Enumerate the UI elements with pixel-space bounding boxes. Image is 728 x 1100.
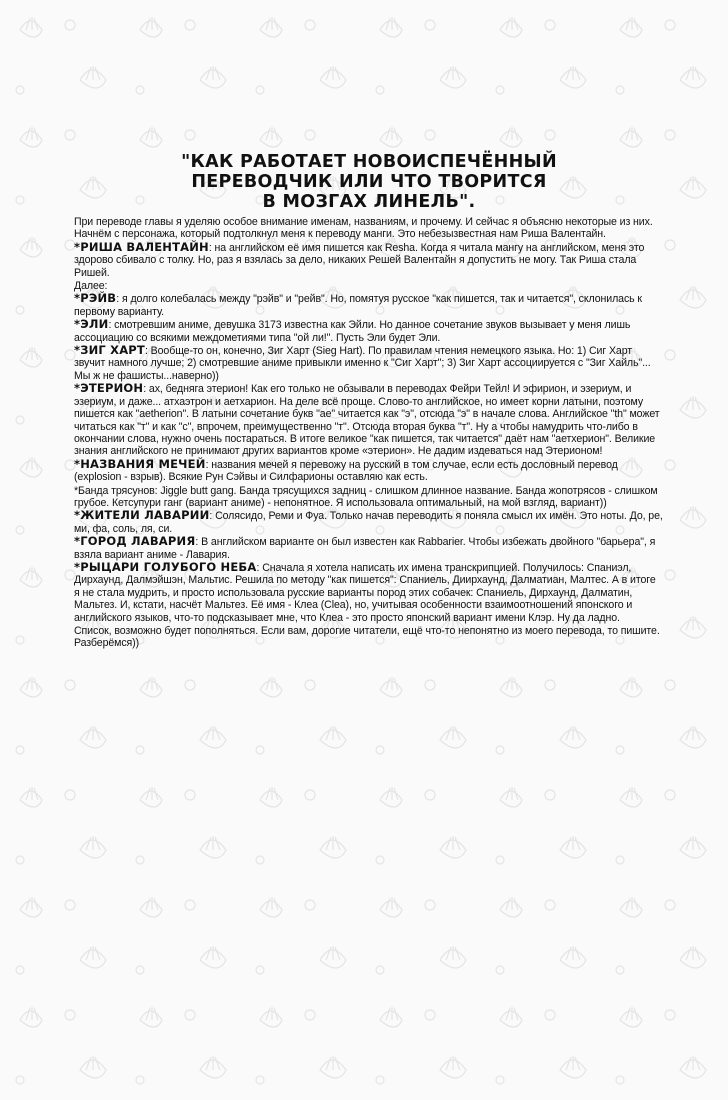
entry-text: : Солясидо, Реми и Фуа. Только начав переводить я поняла смысл их имён. Это ноты. До, ре, ми, фа, соль, ля, си. xyxy=(74,510,663,535)
entry xyxy=(74,535,664,561)
entry-text: : Вообще-то он, конечно, Зиг Харт (Sieg Hart). По правилам чтения немецкого языка. Но: 1) Сиг Харт звучит намного лучше; 2) смотревшие аниме привыкли именно к "Сиг Харт"; 3) Зиг Харт ассоциируется с "Зиг Хайль"... Мы ж не фашисты...наверно)) xyxy=(74,345,651,382)
entry-text: : на английском её имя пишется как Resha. Когда я читала мангу на английском, меня это здорово сбивало с толку. Но, раз я взялась за дело, никаких Решей Валентайн я допустить не могу. Так Риша стала Ришей. xyxy=(74,241,645,279)
entry-term: *ЗИГ ХАРТ xyxy=(74,343,145,358)
title-line: ПЕРЕВОДЧИК ИЛИ ЧТО ТВОРИТСЯ xyxy=(191,172,547,192)
entry-term: *РЫЦАРИ ГОЛУБОГО НЕБА xyxy=(74,559,257,574)
entry xyxy=(74,318,664,344)
entry-text: Список, возможно будет пополняться. Если вам, дорогие читатели, ещё что-то непонятно из моего перевода, то пишите. Разберёмся)) xyxy=(74,625,660,650)
entry-term: *ЭЛИ xyxy=(74,317,109,332)
entry-term: *РИША ВАЛЕНТАЙН xyxy=(74,239,209,254)
entry-term: *НАЗВАНИЯ МЕЧЕЙ xyxy=(74,456,206,471)
entry-term: *ЖИТЕЛИ ЛАВАРИИ xyxy=(74,508,210,523)
entry xyxy=(74,561,664,624)
article-body xyxy=(74,216,664,650)
entry xyxy=(74,292,664,318)
entry-text: Далее: xyxy=(74,280,108,293)
entry xyxy=(74,279,664,292)
article xyxy=(74,152,664,650)
entry xyxy=(74,509,664,535)
entry-text: : я долго колебалась между "рэйв" и "рейв". Но, помятуя русское "как пишется, так и читается", склонилась к первому варианту. xyxy=(74,293,642,318)
entry-text: : Сначала я хотела написать их имена транскрипцией. Получилось: Спаниэл, Дирхаунд, Далмэйшэн, Мальтис. Решила по методу "как пишется": Спаниель, Диирхаунд, Далматиан, Малтес. А в итоге я не стала мудрить, и просто использовала русские варианты пород этих собачек: Спаниель, Дирхаунд, Далматин, Мальтез. И, кстати, насчёт Мальтез. Её имя - Клеа (Clea), но, учитывая особенности взаимоотношений японского и английского языков, что-то подсказывает мне, что Клеа - это просто японский вариант имени Клэр. Ну да ладно. xyxy=(74,561,656,624)
entry-text: : В английском варианте он был известен как Rabbarier. Чтобы избежать двойного "барьера", я взяла вариант аниме - Лавария. xyxy=(74,536,656,561)
closing-paragraph xyxy=(74,624,664,650)
intro-paragraph: При переводе главы я уделяю особое внимание именам, названиям, и прочему. И сейчас я объясню некоторые из них. Начнём с персонажа, который подтолкнул меня к переводу манги. Это небезызвестная нам Риша Валентайн. xyxy=(74,216,653,241)
entry xyxy=(74,344,664,382)
page-title xyxy=(74,152,664,212)
entry-text: *Банда трясунов: Jiggle butt gang. Банда трясущихся задниц - слишком длинное название. Банда жопотрясов - слишком грубое. Кетсупури ганг (вариант аниме) - непонятное. Я использовала оптимальный, на мой взгляд, вариант)) xyxy=(74,484,658,509)
entry xyxy=(74,382,664,457)
title-line: В МОЗГАХ ЛИНЕЛЬ". xyxy=(262,192,476,212)
title-line: "КАК РАБОТАЕТ НОВОИСПЕЧЁННЫЙ xyxy=(181,152,557,172)
entry-text: : названия мечей я перевожу на русский в том случае, если есть дословный перевод (explosion - взрыв). Всякие Рун Сэйвы и Силфарионы оставляю как есть. xyxy=(74,458,618,484)
entry xyxy=(74,241,664,279)
entry-text: : смотревшим аниме, девушка 3173 известна как Эйли. Но данное сочетание звуков вызывает у меня лишь ассоциацию со всякими междометиями типа "ой ли!". Пусть Эли будет Эли. xyxy=(74,319,631,344)
entry-term: *РЭЙВ xyxy=(74,291,117,306)
entry xyxy=(74,458,664,484)
entry-term: *ГОРОД ЛАВАРИЯ xyxy=(74,534,196,549)
entry-text: : ах, бедняга этерион! Как его только не обзывали в переводах Фейри Тейл! И эфирион, и эзериум, и эзериум, и даже... атхаэтрон и аетхарион. На деле всё проще. Слово-то английское, но имеет корни латыни, поэтому пишется как "aetherion". В латыни сочетание букв "ae" читается как "э", отсюда "э" в начале слова. Английское "th" может читаться как "т" и как "с", впрочем, преимущественно "т". Отсюда вторая буква "т". Ну а чтобы намудрить что-либо в окончании слова, нужно очень постараться. В итоге великое "как пишется, так читается" даёт нам "аетхерион". Великие знания английского не принимают других вариантов кроме «этерион». Не дадим издеваться над Этерионом! xyxy=(74,383,660,458)
entry xyxy=(74,484,664,510)
entry-term: *ЭТЕРИОН xyxy=(74,381,144,396)
